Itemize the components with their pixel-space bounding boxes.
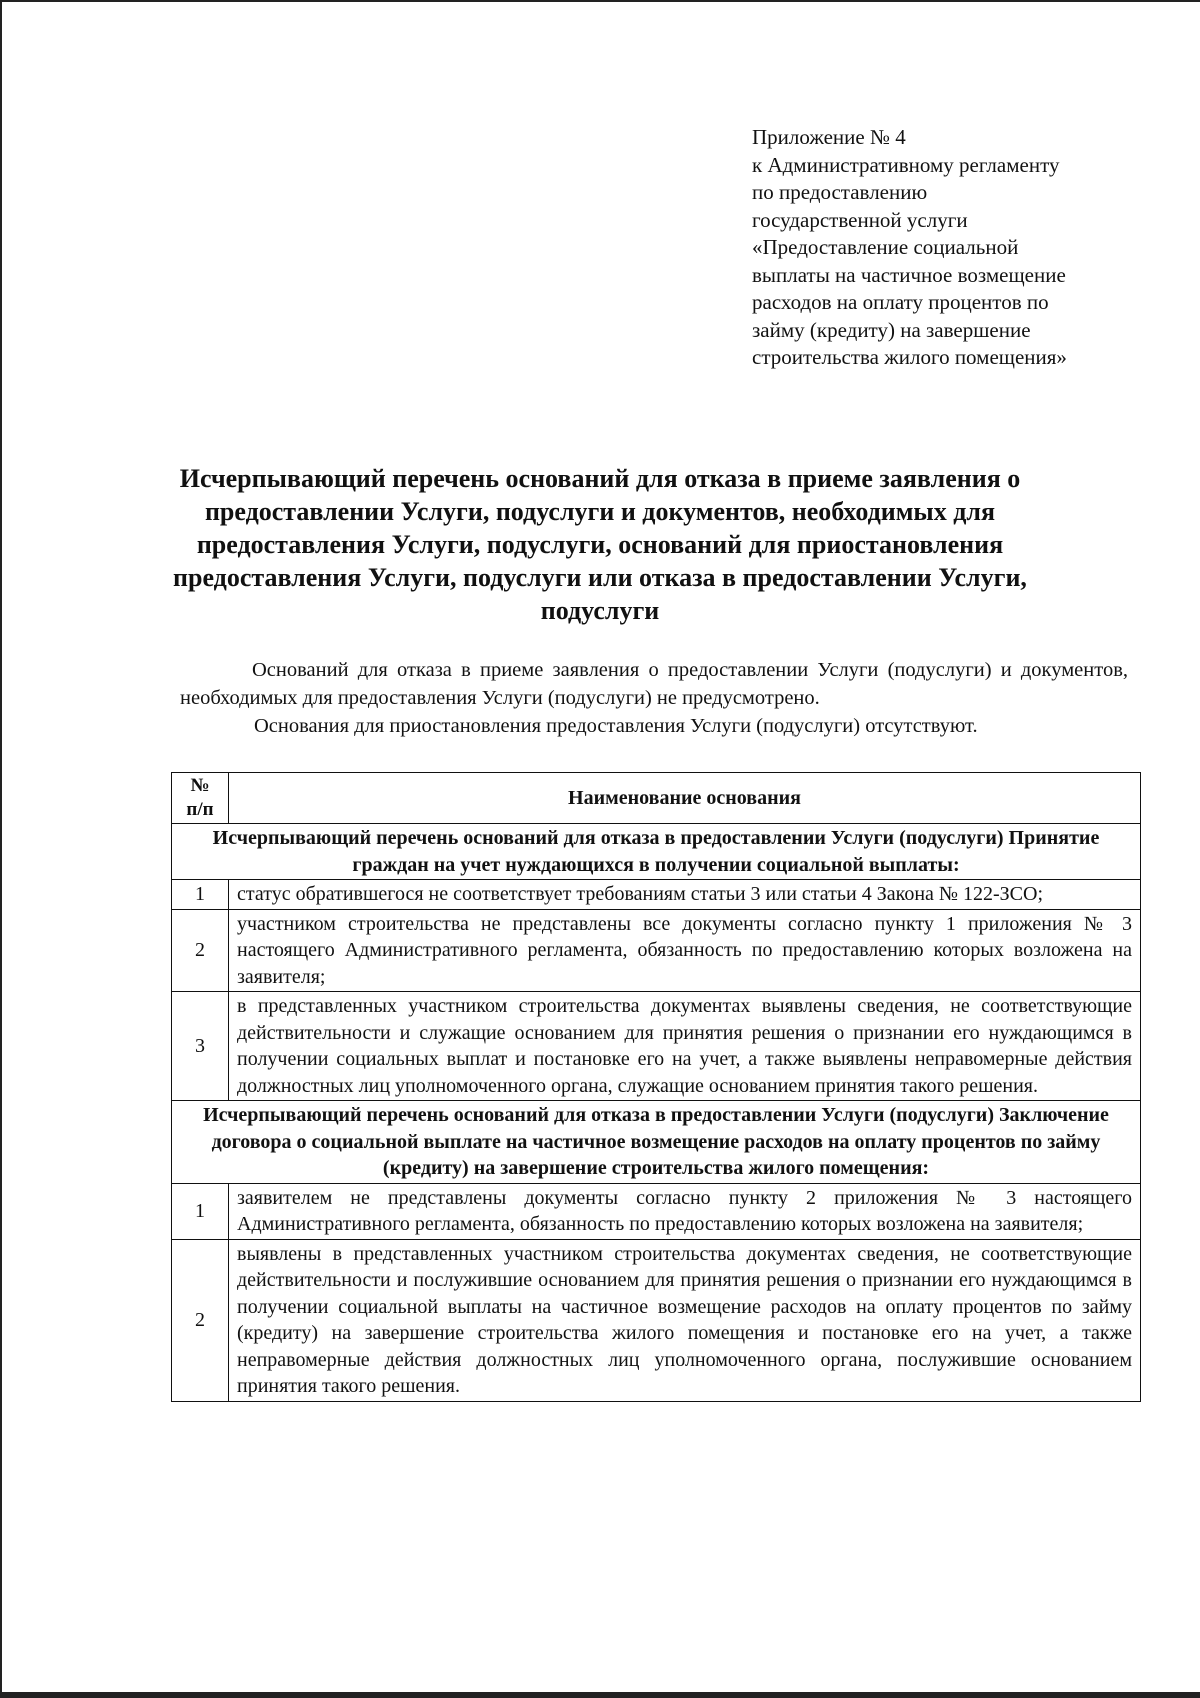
section-1-title: Исчерпывающий перечень оснований для отказа в предоставлении Услуги (подуслуги) Принятие граждан на учет нуждающихся в получении социальной выплаты:	[172, 824, 1141, 880]
attachment-line: «Предоставление социальной	[752, 235, 1019, 259]
table-row	[172, 1239, 1141, 1401]
header-name: Наименование основания	[229, 773, 1141, 824]
row-number: 2	[172, 1239, 229, 1401]
title-line: подуслуги	[540, 596, 660, 625]
table-row	[172, 880, 1141, 910]
table-row	[172, 1183, 1141, 1239]
scan-edge-bottom	[0, 1692, 1200, 1698]
title-line: Исчерпывающий перечень оснований для отказа в приеме заявления о	[179, 464, 1021, 493]
row-number: 1	[172, 880, 229, 910]
attachment-line: займу (кредиту) на завершение	[752, 317, 1031, 342]
grounds-table	[171, 772, 1141, 1402]
row-number: 3	[172, 992, 229, 1101]
section-header-row	[172, 1101, 1141, 1184]
document-title	[150, 462, 1050, 627]
intro-paragraph: Основания для приостановления предоставления Услуги (подуслуги) отсутствуют.	[254, 715, 978, 737]
header-number-sign: №	[190, 775, 210, 796]
row-text: заявителем не представлены документы согласно пункту 2 приложения № 3 настоящего Административного регламента, обязанность по предоставлению которых возложена на заявителя;	[229, 1183, 1141, 1239]
attachment-line: по предоставлению	[752, 180, 928, 204]
intro-text	[180, 656, 1128, 740]
attachment-line: государственной услуги	[752, 207, 968, 232]
header-number-abbr: п/п	[186, 799, 214, 820]
section-header-row	[172, 824, 1141, 880]
header-number	[172, 773, 229, 824]
intro-paragraph: Оснований для отказа в приеме заявления о предоставлении Услуги (подуслуги) и документов, необходимых для предоставления Услуги (подуслуги) не предусмотрено.	[180, 659, 1128, 709]
row-text: статус обратившегося не соответствует требованиям статьи 3 или статьи 4 Закона № 122-ЗСО;	[229, 880, 1141, 910]
title-line: предоставлении Услуги, подуслуги и документов, необходимых для	[204, 497, 996, 526]
table-row	[172, 909, 1141, 992]
section-2-title: Исчерпывающий перечень оснований для отказа в предоставлении Услуги (подуслуги) Заключение договора о социальной выплате на частичное возмещение расходов на оплату процентов по займу (кредиту) на завершение строительства жилого помещения:	[172, 1101, 1141, 1184]
table-row	[172, 992, 1141, 1101]
attachment-line: выплаты на частичное возмещение	[752, 262, 1066, 287]
row-text: в представленных участником строительства документах выявлены сведения, не соответствующие действительности и служащие основанием для принятия решения о признании его нуждающимся в получении социальных выплат и постановке его на учет, а также выявлены неправомерные действия должностных лиц уполномоченного органа, служащие основанием принятия такого решения.	[229, 992, 1141, 1101]
title-line: предоставления Услуги, подуслуги или отказа в предоставлении Услуги,	[173, 563, 1027, 592]
attachment-line: к Административному регламенту	[752, 152, 1060, 177]
attachment-note	[752, 124, 1172, 372]
scan-edge-top	[0, 0, 1200, 2]
attachment-line: Приложение № 4	[752, 125, 906, 149]
attachment-line: строительства жилого помещения»	[752, 345, 1067, 369]
row-number: 2	[172, 909, 229, 992]
row-text: выявлены в представленных участником строительства документах сведения, не соответствующие действительности и послужившие основанием для принятия решения о признании его нуждающимся в получении социальной выплаты на частичное возмещение расходов на оплату процентов по займу (кредиту) на завершение строительства жилого помещения и постановке его на учет, а также неправомерные действия должностных лиц уполномоченного органа, послужившие основанием принятия такого решения.	[229, 1239, 1141, 1401]
row-number: 1	[172, 1183, 229, 1239]
attachment-line: расходов на оплату процентов по	[752, 290, 1049, 314]
row-text: участником строительства не представлены все документы согласно пункту 1 приложения № 3 настоящего Административного регламента, обязанность по предоставлению которых возложена на заявителя;	[229, 909, 1141, 992]
scan-edge-left	[0, 0, 2, 1698]
table-header-row	[172, 773, 1141, 824]
title-line: предоставления Услуги, подуслуги, оснований для приостановления	[196, 530, 1004, 559]
